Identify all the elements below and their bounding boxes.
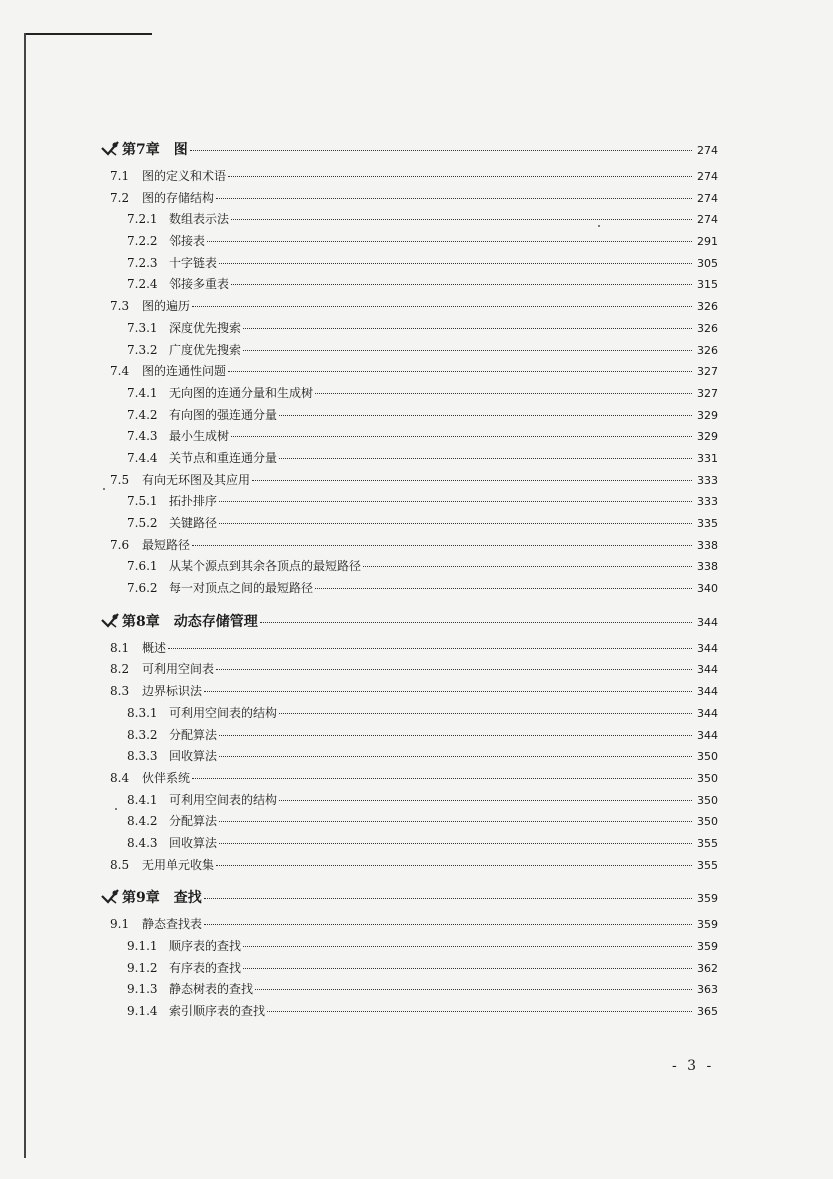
toc-page-number: 355 [697, 858, 718, 872]
toc-section-number: 7.2.2 [127, 234, 158, 249]
toc-page-number: 291 [697, 235, 718, 249]
dot-leader [267, 1011, 692, 1012]
toc-page-number: 274 [697, 170, 718, 183]
toc-section-title: 图的存储结构 [142, 190, 215, 205]
toc-section-title: 可利用空间表 [142, 662, 215, 677]
toc-section-number: 7.3 [110, 299, 130, 314]
chapter-bullet-icon [100, 887, 120, 905]
toc-section-title: 图的定义和术语 [142, 169, 227, 183]
chapter-bullet-icon [100, 139, 120, 157]
dot-leader [252, 480, 692, 481]
toc-section-title: 每一对顶点之间的最短路径 [169, 581, 314, 596]
toc-page-number: 327 [697, 365, 718, 379]
toc-entry-row[interactable] [100, 560, 718, 582]
toc-section-title: 回收算法 [169, 749, 218, 764]
toc-section-title: 索引顺序表的查找 [169, 1004, 266, 1019]
toc-section-number: 9.1.2 [127, 960, 158, 975]
toc-page-number: 344 [697, 706, 718, 720]
toc-section-number: 7.3.2 [127, 342, 158, 357]
toc-section-number: 9.1 [110, 917, 130, 932]
toc-entry-row[interactable] [100, 452, 718, 474]
toc-section-title: 图的遍历 [142, 299, 191, 314]
dot-leader [279, 458, 692, 459]
toc-page-number: 344 [697, 663, 718, 677]
toc-chapter-title: 图 [173, 142, 188, 158]
toc-page-number: 327 [697, 386, 718, 400]
dot-leader [219, 821, 692, 822]
toc-entry-row[interactable] [100, 192, 718, 214]
toc-section-number: 7.2 [110, 190, 130, 205]
toc-section-title: 有向无环图及其应用 [142, 472, 251, 487]
dot-leader [216, 669, 692, 670]
toc-entry-row[interactable] [100, 940, 718, 962]
dot-leader [219, 756, 692, 757]
toc-entry-row[interactable] [100, 815, 718, 837]
toc-entry-row[interactable] [100, 495, 718, 517]
dot-leader [204, 924, 692, 925]
toc-entry-row[interactable] [100, 918, 718, 940]
toc-section-number: 7.6.2 [127, 581, 158, 596]
dot-leader [279, 415, 692, 416]
toc-page-number: 333 [697, 495, 718, 509]
dot-leader [363, 566, 692, 567]
toc-section-number: 7.6.1 [127, 559, 158, 574]
toc-section-title: 深度优先搜索 [169, 320, 242, 335]
toc-section-number: 7.2.1 [127, 212, 158, 227]
toc-section-title: 无用单元收集 [142, 857, 215, 872]
dot-leader [228, 176, 692, 177]
toc-chapter-row[interactable] [100, 608, 718, 638]
toc-section-title: 有序表的查找 [169, 960, 242, 975]
scan-border-left [24, 33, 26, 1158]
toc-entry-row[interactable] [100, 837, 718, 859]
toc-entry-row[interactable] [100, 344, 718, 366]
toc-entry-row[interactable] [100, 213, 718, 235]
toc-section-number: 7.5.2 [127, 516, 158, 530]
toc-page-number: 363 [697, 983, 718, 997]
dot-leader [279, 800, 692, 801]
toc-entry-row[interactable] [100, 300, 718, 322]
chapter-bullet-icon [100, 611, 120, 629]
toc-section-title: 广度优先搜索 [169, 342, 242, 357]
toc-entry-row[interactable] [100, 539, 718, 561]
toc-page-number: 350 [697, 793, 718, 807]
toc-section-title: 从某个源点到其余各顶点的最短路径 [169, 559, 362, 574]
toc-entry-row[interactable] [100, 278, 718, 300]
toc-entry-row[interactable] [100, 322, 718, 344]
dot-leader [219, 735, 692, 736]
toc-entry-row[interactable] [100, 474, 718, 496]
toc-page-number: 274 [697, 191, 718, 205]
dot-leader [231, 284, 692, 285]
toc-page-number: 338 [697, 560, 718, 574]
toc-section-title: 分配算法 [169, 814, 218, 829]
toc-section-title: 分配算法 [169, 727, 218, 742]
toc-page-number: 344 [697, 728, 718, 742]
dot-leader [204, 691, 692, 692]
toc-section-number: 9.1.3 [127, 982, 158, 997]
dot-leader [315, 393, 692, 394]
toc-section-title: 拓扑排序 [169, 494, 218, 509]
toc-section-title: 十字链表 [169, 255, 218, 270]
toc-section-number: 7.5 [110, 472, 130, 487]
dot-leader [192, 306, 692, 307]
toc-page-number: 359 [697, 918, 718, 932]
dot-leader [204, 898, 692, 899]
toc-section-number: 7.5.1 [127, 494, 158, 509]
toc-section-title: 回收算法 [169, 835, 218, 850]
dot-leader [216, 198, 692, 199]
scan-border-top [24, 33, 152, 35]
toc-page-number: 344 [697, 641, 718, 655]
toc-chapter-number: 第9章 [122, 890, 160, 907]
toc-page-number: 333 [697, 473, 718, 487]
toc-page-number: 338 [697, 538, 718, 552]
toc-page-number: 274 [697, 213, 718, 227]
toc-page-number: 350 [697, 815, 718, 829]
toc-page-number: 329 [697, 430, 718, 444]
toc-entry-row[interactable] [100, 409, 718, 431]
toc-page-number: 326 [697, 343, 718, 357]
toc-section-title: 关键路径 [169, 516, 218, 530]
toc-section-number: 9.1.4 [127, 1004, 158, 1019]
dot-leader [243, 328, 692, 329]
toc-entry-row[interactable] [100, 387, 718, 409]
toc-section-number: 7.4.3 [127, 429, 158, 444]
toc-chapter-title: 查找 [173, 890, 202, 907]
toc-chapter-title: 动态存储管理 [173, 613, 258, 630]
toc-entry-row[interactable] [100, 859, 718, 881]
dot-leader [219, 501, 692, 502]
toc-section-number: 8.1 [110, 640, 130, 655]
dot-leader [255, 989, 692, 990]
toc-entry-row[interactable] [100, 750, 718, 772]
toc-entry-row[interactable] [100, 582, 718, 604]
toc-entry-row[interactable] [100, 365, 718, 387]
toc-section-number: 7.4 [110, 364, 130, 379]
toc-section-title: 静态树表的查找 [169, 982, 254, 997]
toc-page-number: 340 [697, 582, 718, 596]
toc-section-number: 7.4.2 [127, 407, 158, 422]
toc-section-number: 8.4 [110, 770, 130, 785]
toc-section-number: 8.3 [110, 684, 130, 699]
toc-section-title: 无向图的连通分量和生成树 [169, 385, 314, 400]
toc-section-number: 8.4.3 [127, 835, 158, 850]
dot-leader [207, 241, 692, 242]
toc-section-number: 8.4.1 [127, 792, 158, 807]
page-number: - 3 - [672, 1058, 715, 1074]
toc-entry-row[interactable] [100, 663, 718, 685]
toc-section-number: 9.1.1 [127, 939, 158, 953]
toc-page-number: 355 [697, 836, 718, 850]
dot-leader [243, 968, 692, 969]
toc-section-number: 8.4.2 [127, 814, 158, 829]
toc-section-number: 8.3.3 [127, 749, 158, 764]
toc-section-title: 静态查找表 [142, 917, 203, 932]
toc-section-title: 关节点和重连通分量 [169, 450, 278, 465]
toc-section-number: 7.4.4 [127, 450, 158, 465]
toc-page-number: 315 [697, 278, 718, 292]
toc-entry-row[interactable] [100, 235, 718, 257]
dot-leader [219, 523, 692, 524]
toc-page-number: 359 [697, 940, 718, 953]
dot-leader [243, 946, 692, 947]
dot-leader [260, 622, 692, 623]
toc-section-title: 边界标识法 [142, 684, 203, 699]
dot-leader [231, 436, 692, 437]
dot-leader [219, 263, 692, 264]
toc-entry-row[interactable] [100, 1005, 718, 1027]
toc-section-title: 可利用空间表的结构 [169, 792, 278, 807]
toc-section-title: 最短路径 [142, 537, 191, 552]
dot-leader [231, 219, 692, 220]
toc-section-number: 8.3.2 [127, 727, 158, 742]
dot-leader [243, 350, 692, 351]
toc-section-number: 8.3.1 [127, 705, 158, 720]
toc-section-number: 7.6 [110, 537, 130, 552]
toc-page-number: 365 [697, 1005, 718, 1019]
dot-leader [315, 588, 692, 589]
toc-section-title: 数组表示法 [169, 212, 230, 227]
toc-section-title: 最小生成树 [169, 429, 230, 444]
toc-page-number: 326 [697, 321, 718, 335]
toc-entry-row[interactable] [100, 685, 718, 707]
toc-section-title: 邻接表 [169, 234, 206, 249]
toc-section-title: 图的连通性问题 [142, 364, 227, 379]
dot-leader [279, 713, 692, 714]
toc-section-number: 7.2.3 [127, 255, 158, 270]
toc-entry-row[interactable] [100, 962, 718, 984]
toc-section-number: 7.2.4 [127, 277, 158, 292]
toc-entry-row[interactable] [100, 707, 718, 729]
toc-entry-row[interactable] [100, 170, 718, 192]
dot-leader [192, 778, 692, 779]
toc-section-title: 有向图的强连通分量 [169, 407, 278, 422]
toc-entry-row[interactable] [100, 983, 718, 1005]
toc-chapter-row[interactable] [100, 884, 718, 914]
toc-page-number: 329 [697, 408, 718, 422]
toc-page-number: 344 [697, 685, 718, 699]
table-of-contents [100, 132, 718, 1027]
toc-section-title: 邻接多重表 [169, 277, 230, 292]
toc-chapter-number: 第7章 [122, 142, 160, 158]
toc-section-title: 顺序表的查找 [169, 939, 242, 953]
toc-page-number: 362 [697, 961, 718, 975]
toc-page-number: 305 [697, 256, 718, 270]
toc-page-number: 331 [697, 451, 718, 465]
toc-entry-row[interactable] [100, 517, 718, 539]
toc-entry-row[interactable] [100, 729, 718, 751]
toc-page-number: 359 [697, 892, 718, 906]
toc-page-number: 335 [697, 517, 718, 530]
dot-leader [192, 545, 692, 546]
dot-leader [228, 371, 692, 372]
toc-section-number: 8.2 [110, 662, 130, 677]
toc-chapter-row[interactable] [100, 136, 718, 166]
toc-chapter-number: 第8章 [122, 613, 160, 630]
toc-entry-row[interactable] [100, 794, 718, 816]
toc-page-number: 350 [697, 771, 718, 785]
toc-section-title: 概述 [142, 640, 167, 655]
toc-page-number: 274 [697, 144, 718, 157]
toc-page-number: 350 [697, 750, 718, 764]
toc-section-title: 可利用空间表的结构 [169, 705, 278, 720]
toc-section-number: 7.4.1 [127, 385, 158, 400]
dot-leader [216, 865, 692, 866]
toc-entry-row[interactable] [100, 772, 718, 794]
toc-section-number: 7.3.1 [127, 320, 158, 335]
toc-section-title: 伙伴系统 [142, 770, 191, 785]
toc-entry-row[interactable] [100, 257, 718, 279]
dot-leader [190, 150, 692, 151]
toc-entry-row[interactable] [100, 430, 718, 452]
toc-entry-row[interactable] [100, 642, 718, 664]
dot-leader [219, 843, 692, 844]
toc-page-number: 344 [697, 615, 718, 629]
dot-leader [168, 648, 692, 649]
toc-section-number: 8.5 [110, 857, 130, 872]
toc-section-number: 7.1 [110, 169, 130, 183]
toc-page-number: 326 [697, 300, 718, 314]
